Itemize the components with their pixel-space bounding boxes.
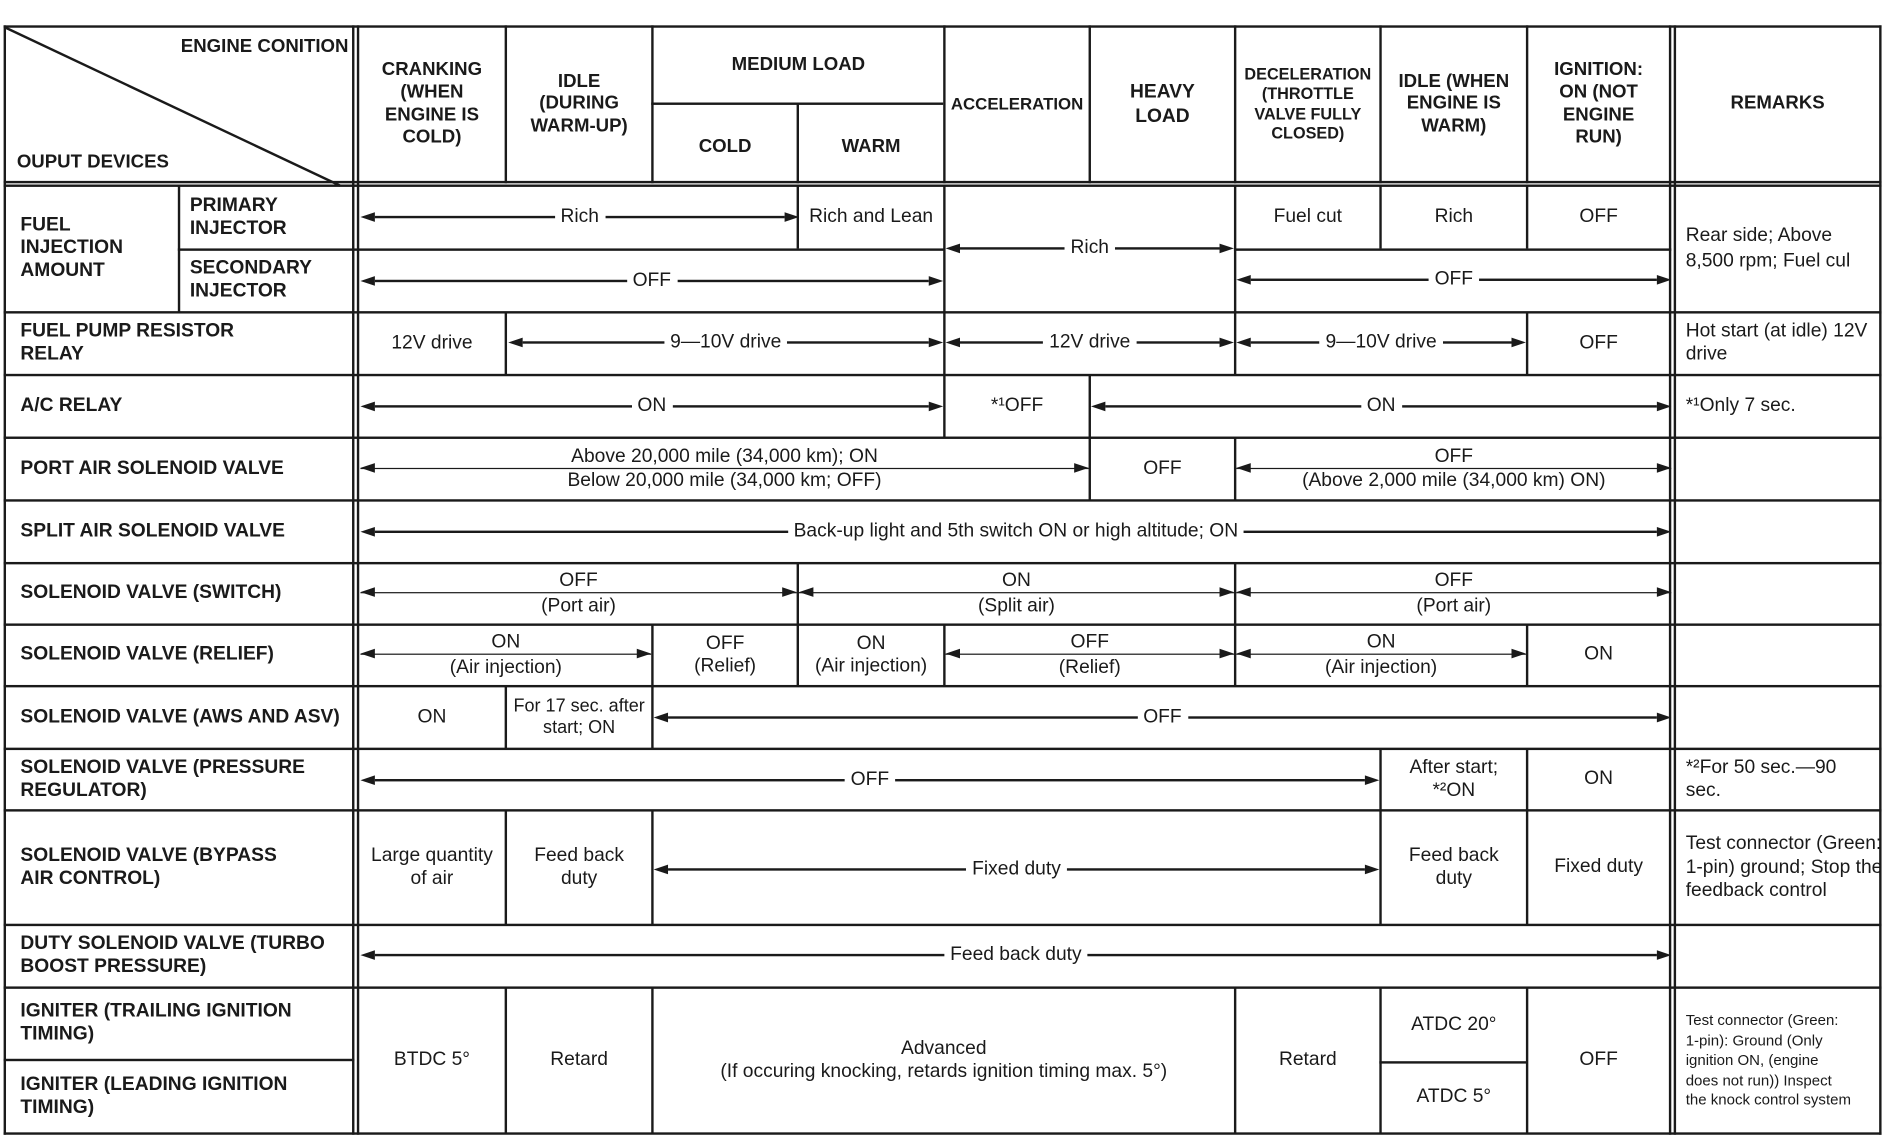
cell-ac-accel-off: *¹OFF [990,395,1044,416]
header-warm: WARM [841,136,901,158]
cell-sv-aws-idle: For 17 sec. after start; ON [513,696,645,739]
arrow-secondary-off-1: OFF [360,269,943,293]
cell-igniter-trailing-idle: ATDC 20° [1411,1013,1497,1035]
cell-igniter-advanced: Advanced (If occuring knocking, retards ignition timing max. 5°) [720,1037,1168,1082]
cell-igniter-idle: Retard [550,1049,608,1070]
arrow-port-air-2: OFF (Above 2,000 mile (34,000 km) ON) [1236,441,1671,496]
arrow-fuel-pump-1: 9—10V drive [508,330,943,354]
header-idle-warmup: IDLE (DURING WARM-UP) [530,70,628,137]
header-idle-warm: IDLE (WHEN ENGINE IS WARM) [1398,70,1510,137]
cell-sv-relief-ign: ON [1584,644,1614,665]
row-label-igniter-leading: IGNITER (LEADING IGNITION TIMING) [20,1074,288,1118]
arrow-sv-relief-3: ON (Air injection) [1236,628,1526,682]
corner-engine-condition: ENGINE CONITION [180,35,349,57]
row-label-sv-relief: SOLENOID VALVE (RELIEF) [20,644,274,665]
arrow-ac-on-1: ON [360,394,943,418]
remarks-fuel: Rear side; Above 8,500 rpm; Fuel cul [1685,225,1851,271]
header-cranking: CRANKING (WHEN ENGINE IS COLD) [381,59,483,148]
arrow-sv-aws-off: OFF [654,705,1672,729]
row-label-primary-injector: PRIMARY INJECTOR [189,194,287,239]
header-deceleration: DECELERATION (THROTTLE VALVE FULLY CLOSED) [1244,65,1372,142]
row-label-sv-switch: SOLENOID VALVE (SWITCH) [20,582,282,604]
arrow-fuel-pump-3: 9—10V drive [1236,330,1526,354]
cell-sv-pressure-ign: ON [1584,768,1614,789]
row-label-sv-aws: SOLENOID VALVE (AWS AND ASV) [20,706,340,727]
row-label-igniter-trailing: IGNITER (TRAILING IGNITION TIMING) [20,1001,292,1045]
arrow-split-air: Back-up light and 5th switch ON or high altitude; ON [360,520,1671,544]
cell-sv-pressure-idle: After start; *²ON [1409,756,1499,801]
arrow-fuel-pump-2: 12V drive [946,330,1234,354]
cell-sv-bypass-ign: Fixed duty [1554,856,1643,877]
cell-ign-off: OFF [1579,206,1618,227]
row-label-sv-bypass: SOLENOID VALVE (BYPASS AIR CONTROL) [20,844,277,889]
header-remarks: REMARKS [1730,93,1825,114]
arrow-sv-bypass-fixed: Fixed duty [654,857,1380,881]
header-heavy-load: HEAVY LOAD [1130,82,1195,127]
cell-fuel-pump-cranking: 12V drive [391,332,473,353]
arrow-sv-relief-2: OFF (Relief) [946,628,1234,682]
arrow-port-air-1: Above 20,000 mile (34,000 km); ON Below 20,000 mile (34,000 km; OFF) [360,441,1088,496]
cell-port-air-heavy: OFF [1143,457,1182,479]
row-label-split-air: SPLIT AIR SOLENOID VALVE [20,520,285,541]
row-label-secondary-injector: SECONDARY INJECTOR [189,258,312,302]
header-medium-load: MEDIUM LOAD [731,53,866,75]
cell-idle-rich: Rich [1434,206,1474,227]
remarks-sv-bypass: Test connector (Green: 1-pin) ground; Stop the feedback control [1685,833,1883,902]
cell-igniter-leading-idle: ATDC 5° [1416,1086,1492,1108]
cell-fuel-cut: Fuel cut [1273,206,1343,227]
arrow-sv-switch-2: ON (Split air) [799,567,1234,621]
arrow-sv-relief-1: ON (Air injection) [360,628,651,682]
arrow-accel-rich: Rich [946,236,1234,260]
cell-sv-relief-warm: ON (Air injection) [814,632,928,676]
arrow-sv-switch-3: OFF (Port air) [1236,567,1671,621]
cell-igniter-cranking: BTDC 5° [393,1049,470,1070]
cell-fuel-pump-ign: OFF [1579,332,1618,353]
cell-sv-bypass-idle: Feed back duty [534,844,625,889]
header-ignition-on: IGNITION: ON (NOT ENGINE RUN) [1554,59,1644,148]
remarks-fuel-pump: Hot start (at idle) 12V drive [1685,320,1868,365]
cell-rich-and-lean: Rich and Lean [809,206,934,227]
row-label-sv-pressure: SOLENOID VALVE (PRESSURE REGULATOR) [20,756,305,801]
arrow-ac-on-2: ON [1091,394,1671,418]
cell-sv-bypass-cranking: Large quantity of air [371,844,493,889]
row-label-fuel-injection: FUEL INJECTION AMOUNT [20,214,123,281]
cell-sv-aws-cranking: ON [417,706,447,727]
cell-sv-relief-cold: OFF (Relief) [694,632,757,676]
row-label-duty-sv: DUTY SOLENOID VALVE (TURBO BOOST PRESSURE) [20,933,325,977]
header-cold: COLD [698,136,752,158]
arrow-duty-sv: Feed back duty [360,943,1671,967]
row-label-fuel-pump: FUEL PUMP RESISTOR RELAY [20,320,235,365]
remarks-sv-pressure: *²For 50 sec.—90 sec. [1685,756,1837,801]
row-label-port-air: PORT AIR SOLENOID VALVE [20,457,284,479]
arrow-sv-pressure-off: OFF [360,768,1379,792]
row-label-ac-relay: A/C RELAY [20,395,123,416]
arrow-primary-rich: Rich [360,205,799,229]
remarks-ac-relay: *¹Only 7 sec. [1685,395,1796,416]
arrow-sv-switch-1: OFF (Port air) [360,567,796,621]
header-acceleration: ACCELERATION [950,94,1084,114]
remarks-igniter: Test connector (Green: 1-pin): Ground (Only ignition ON, (engine does not run)) Inspect the knock control system [1685,1012,1851,1109]
cell-sv-bypass-idle-warm: Feed back duty [1408,844,1499,889]
corner-output-devices: OUPUT DEVICES [16,151,169,173]
cell-igniter-decel: Retard [1278,1049,1337,1070]
cell-igniter-ign: OFF [1579,1049,1618,1070]
arrow-secondary-off-2: OFF [1236,268,1671,292]
